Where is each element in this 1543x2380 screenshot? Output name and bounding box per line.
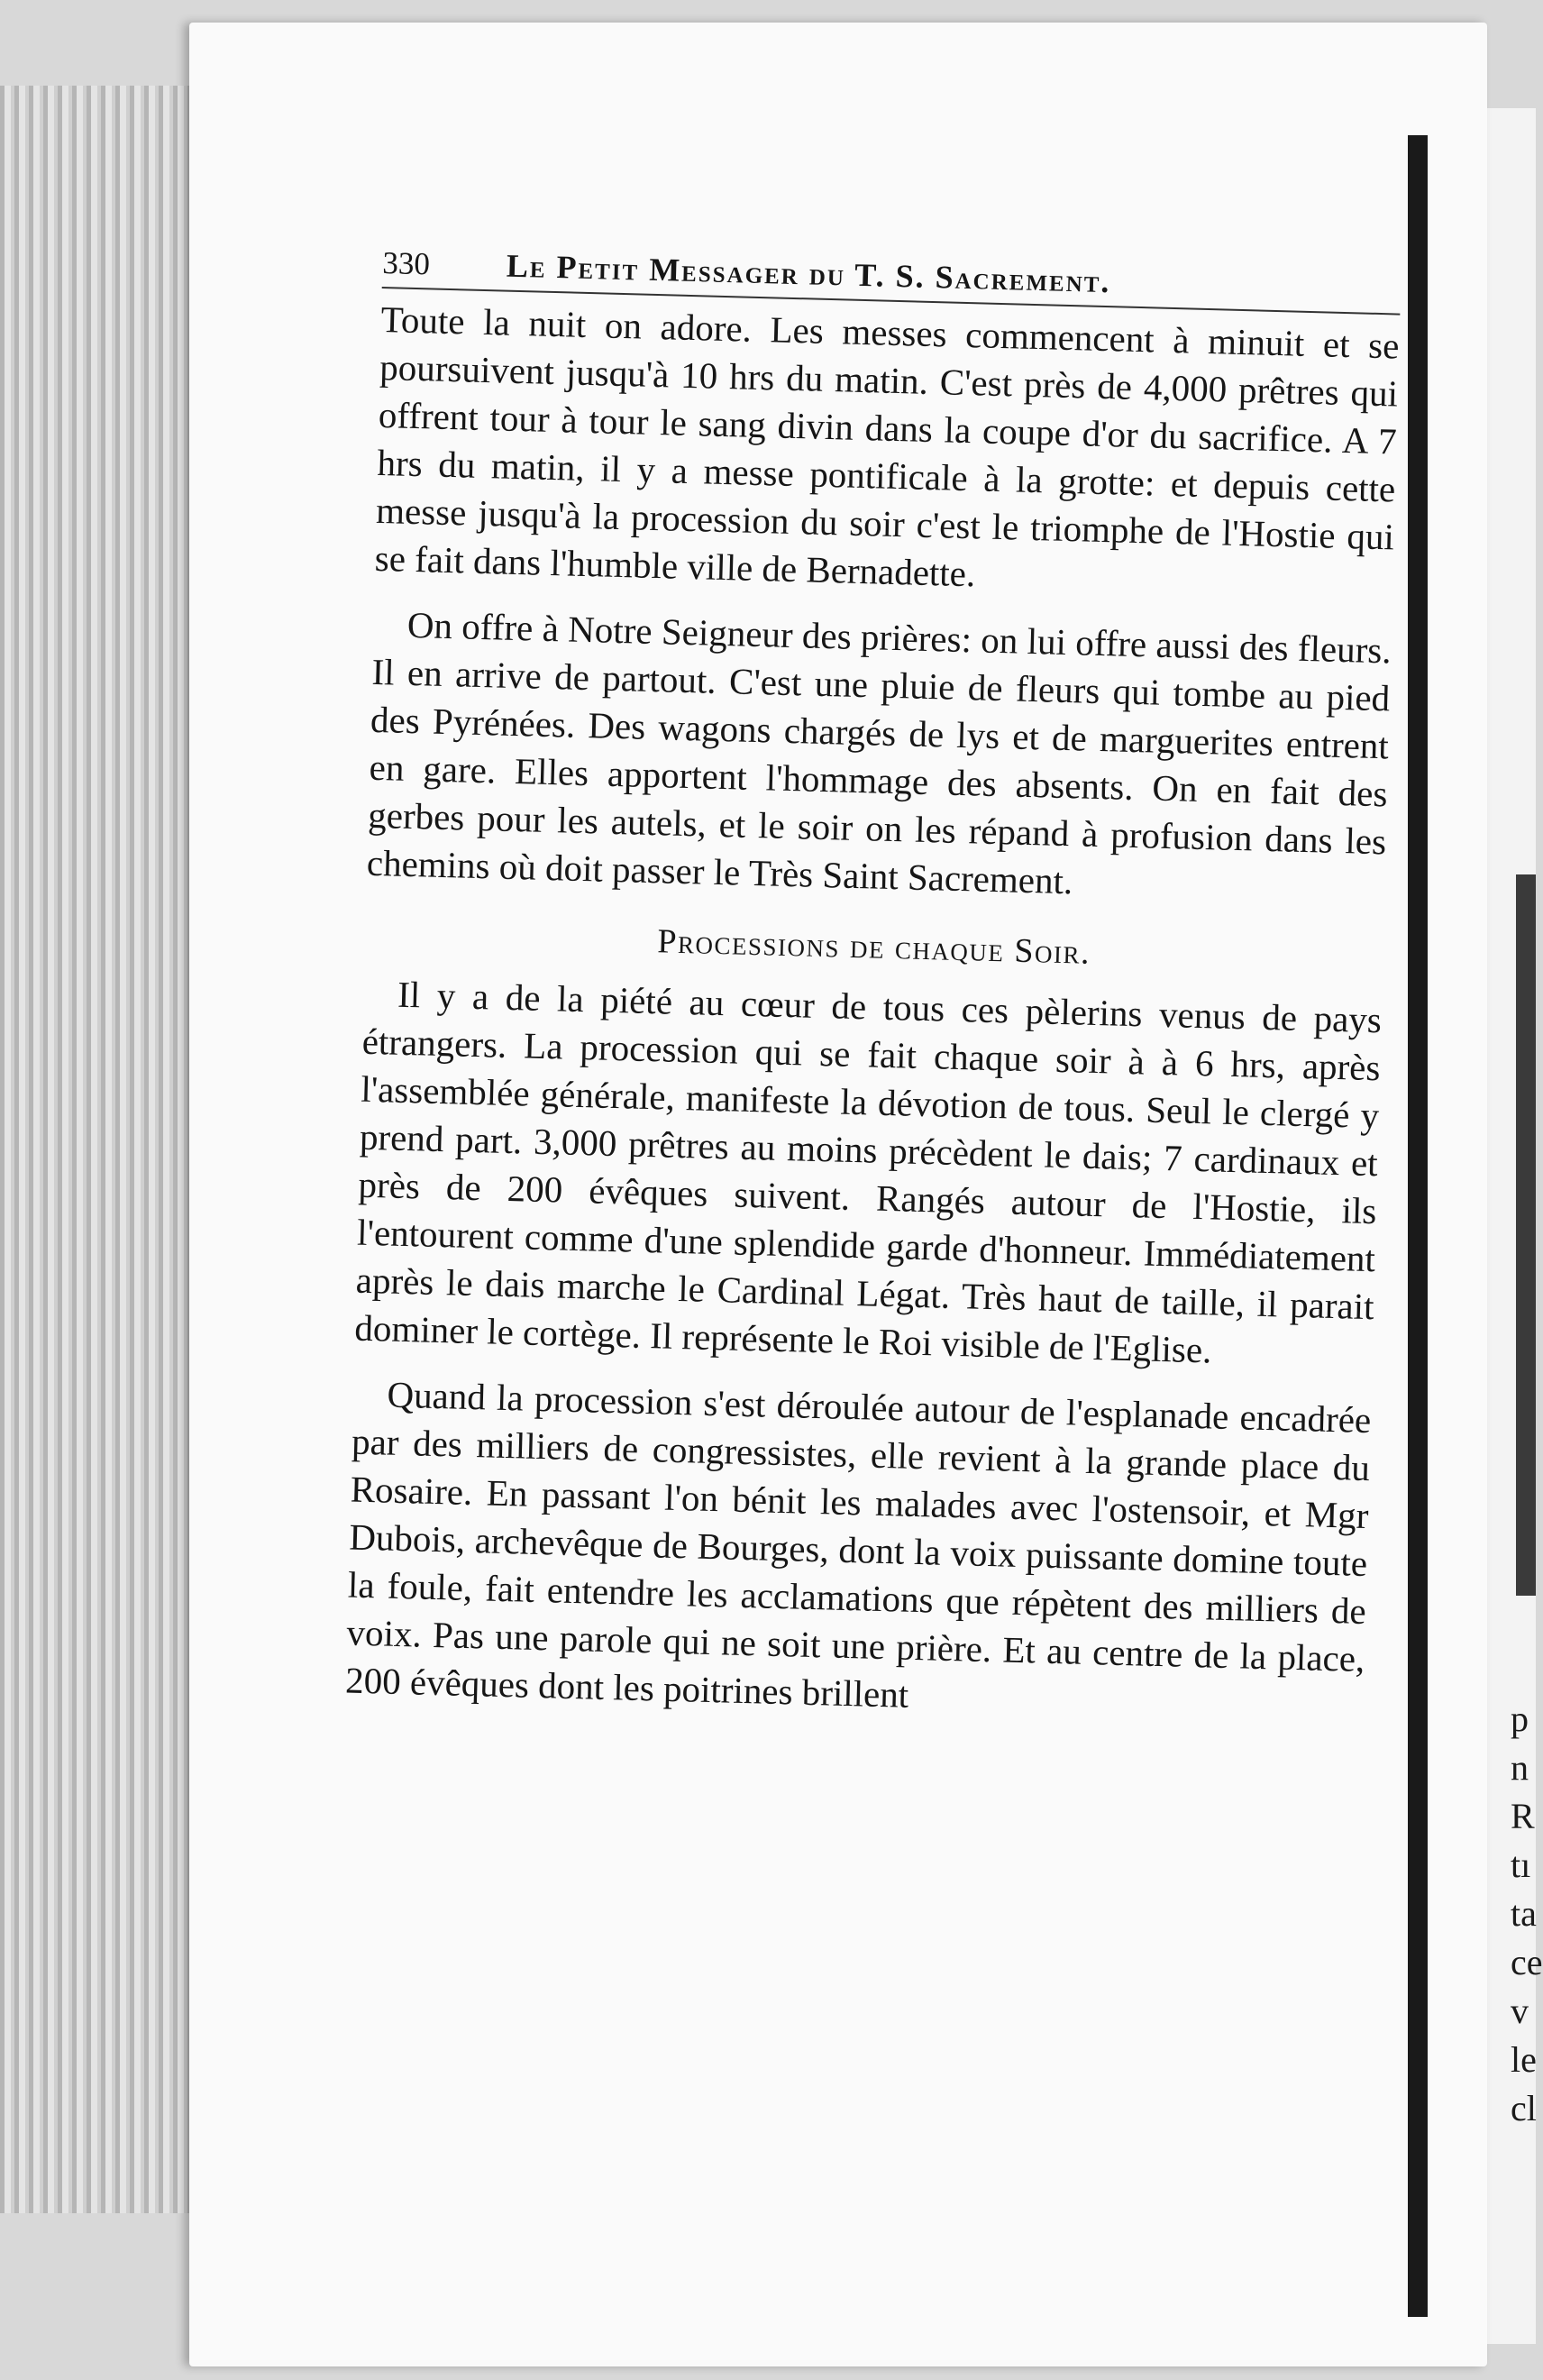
paragraph: Toute la nuit on adore. Les messes commencent à minuit et se poursuivent jusqu'à 10 hrs du matin. C'est près de 4,000 prêtres qui offrent tour à tour le sang divin dans la coupe d'or du sacrifice. A 7 hrs du matin, il y a messe pontificale à la grotte: et depuis cette messe jusqu'à la procession du soir c'est le triomphe de l'Hostie qui se fait dans l'humble ville de Bernadette. — [374, 298, 1401, 595]
facing-page-text-fragments — [1511, 1695, 1543, 2133]
page-content — [344, 243, 1401, 1749]
facing-fragment: v — [1511, 1991, 1529, 2031]
running-head: Le Petit Messager du T. S. Sacrement. — [506, 247, 1112, 300]
facing-fragment: p — [1511, 1698, 1529, 1739]
facing-fragment: tı — [1511, 1844, 1531, 1885]
facing-fragment: le — [1511, 2039, 1537, 2080]
facing-page-illustration-edge — [1516, 874, 1536, 1596]
paragraph: Il y a de la piété au cœur de tous ces pèlerins venus de pays étrangers. La procession qui se fait chaque soir à à 6 hrs, après l'assemblée générale, manifeste la dévotion de tous. Seul le clergé y prend part. 3,000 prêtres au moins précèdent le dais; 7 cardinaux et près de 200 évêques suivent. Rangés autour de l'Hostie, ils l'entourent comme d'une splendide garde d'honneur. Immédiatement après le dais marche le Cardinal Légat. Très haut de taille, il parait dominer le cortège. Il représente le Roi visible de l'Eglise. — [353, 973, 1383, 1371]
book-page-edges — [0, 86, 203, 2213]
facing-fragment: R — [1511, 1796, 1535, 1836]
paragraph: Quand la procession s'est déroulée autour de l'esplanade encadrée par des milliers de congressistes, elle revient à la grande place du Rosaire. En passant l'on bénit les malades avec l'ostensoir, et Mgr Dubois, archevêque de Bourges, dont la voix puissante domine toute la foule, fait entendre les acclamations que répètent des milliers de voix. Pas une parole qui ne soit une prière. Et au centre de la place, 200 évêques dont les poitrines brillent — [344, 1373, 1372, 1716]
section-heading: Processions de chaque Soir. — [656, 922, 1091, 972]
facing-fragment: ta — [1511, 1893, 1537, 1934]
facing-fragment: cl — [1511, 2088, 1537, 2128]
paragraph: On offre à Notre Seigneur des prières: on lui offre aussi des fleurs. Il en arrive de partout. C'est une pluie de fleurs qui tombe au pied des Pyrénées. Des wagons chargés de lys et de marguerites entrent en gare. Elles apportent l'hommage des absents. On en fait des gerbes pour les autels, et le soir on les répand à profusion dans les chemins où doit passer le Très Saint Sacrement. — [366, 603, 1392, 902]
facing-fragment: n — [1511, 1747, 1529, 1788]
facing-fragment: ce — [1511, 1942, 1543, 1982]
page-number: 330 — [381, 244, 431, 282]
book-gutter — [1408, 135, 1428, 2317]
